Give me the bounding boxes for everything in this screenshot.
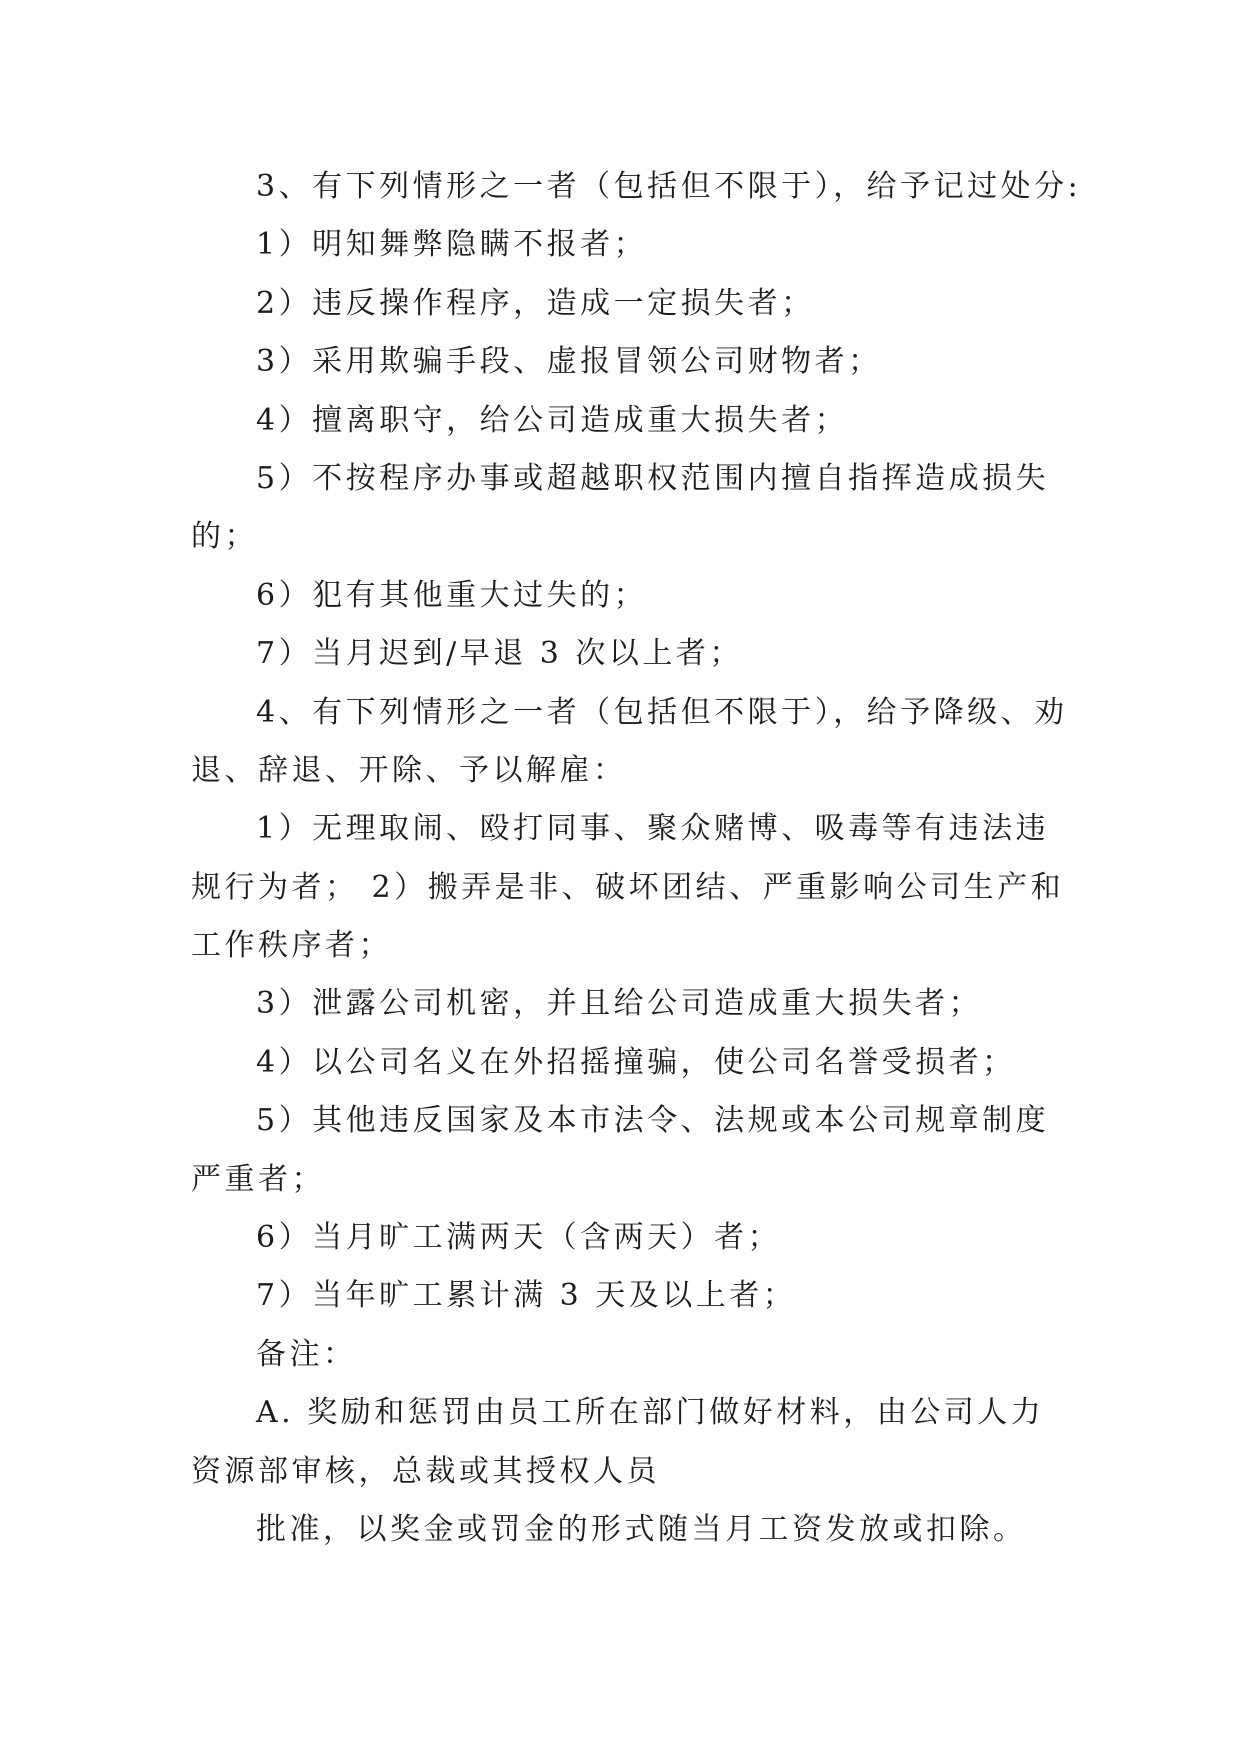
section-3-item-5-continued: 的； <box>191 519 258 555</box>
section-4-heading: 4、有下列情形之一者（包括但不限于），给予降级、劝 <box>256 694 1068 730</box>
section-4-item-1-2-continued: 规行为者； 2）搬弄是非、破坏团结、严重影响公司生产和 <box>191 869 1065 905</box>
section-3-item-1: 1）明知舞弊隐瞒不报者； <box>256 227 648 263</box>
document-body <box>191 158 1151 1559</box>
section-4-item-4: 4）以公司名义在外招摇撞骗，使公司名誉受损者； <box>256 1044 1016 1080</box>
remark-a-approval: 批准，以奖金或罚金的形式随当月工资发放或扣除。 <box>256 1511 1027 1547</box>
remark-a: A. 奖励和惩罚由员工所在部门做好材料，由公司人力 <box>256 1395 1045 1431</box>
section-4-item-1: 1）无理取闹、殴打同事、聚众赌博、吸毒等有违法违 <box>256 811 1050 847</box>
section-4-item-2-continued: 工作秩序者； <box>191 928 392 964</box>
section-3-item-3: 3）采用欺骗手段、虚报冒领公司财物者； <box>256 344 882 380</box>
section-4-item-7: 7）当年旷工累计满 3 天及以上者； <box>256 1278 797 1314</box>
section-3-item-2: 2）违反操作程序，造成一定损失者； <box>256 285 815 321</box>
section-3-item-6: 6）犯有其他重大过失的； <box>256 577 648 613</box>
section-4-item-5-continued: 严重者； <box>191 1161 325 1197</box>
remarks-heading: 备注： <box>256 1336 357 1372</box>
section-4-item-5: 5）其他违反国家及本市法令、法规或本公司规章制度 <box>256 1103 1050 1139</box>
section-4-item-6: 6）当月旷工满两天（含两天）者； <box>256 1220 782 1256</box>
section-3-item-7: 7）当月迟到/早退 3 次以上者； <box>256 636 743 672</box>
section-3-item-5: 5）不按程序办事或超越职权范围内擅自指挥造成损失 <box>256 460 1050 496</box>
section-4-item-3: 3）泄露公司机密，并且给公司造成重大损失者； <box>256 986 983 1022</box>
remark-a-continued: 资源部审核，总裁或其授权人员 <box>191 1453 660 1489</box>
section-4-heading-continued: 退、辞退、开除、予以解雇： <box>191 752 627 788</box>
section-3-item-4: 4）擅离职守，给公司造成重大损失者； <box>256 402 849 438</box>
section-3-heading: 3、有下列情形之一者（包括但不限于），给予记过处分: <box>256 169 1082 204</box>
